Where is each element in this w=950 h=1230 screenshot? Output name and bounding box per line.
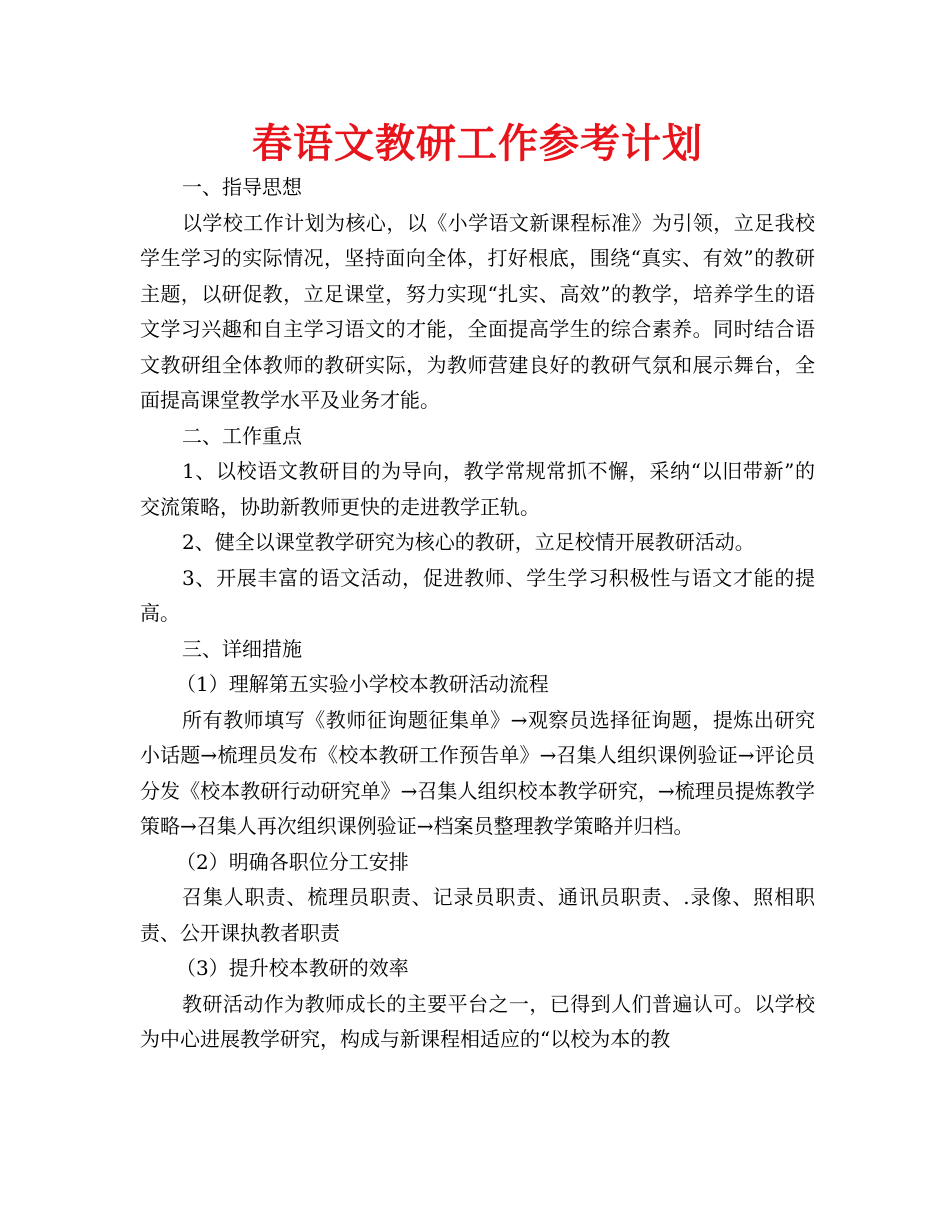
paragraph-focus-3: 3、开展丰富的语文活动，促进教师、学生学习积极性与语文才能的提高。 xyxy=(140,565,815,625)
paragraph-measure-2: 召集人职责、梳理员职责、记录员职责、通讯员职责、.录像、照相职责、公开课执教者职责 xyxy=(140,885,815,945)
paragraph-focus-2: 2、健全以课堂教学研究为核心的教研，立足校情开展教研活动。 xyxy=(182,530,755,554)
subheading-measure-2: （2）明确各职位分工安排 xyxy=(176,849,409,874)
paragraph-measure-1: 所有教师填写《教师征询题征集单》→观察员选择征询题，提炼出研究小话题→梳理员发布《校本教研工作预告单》→召集人组织课例验证→评论员分发《校本教研行动研究单》→召集人组织校本教学研究，→梳理员提炼教学策略→召集人再次组织课例验证→档案员整理教学策略并归档。 xyxy=(140,707,815,838)
section-heading-guiding-ideology: 一、指导思想 xyxy=(182,175,302,199)
paragraph-focus-1: 1、以校语文教研目的为导向，教学常规常抓不懈，采纳“以旧带新”的交流策略，协助新教师更快的走进教学正轨。 xyxy=(140,459,815,519)
paragraph-measure-3: 教研活动作为教师成长的主要平台之一，已得到人们普遍认可。以学校为中心进展教学研究，构成与新课程相适应的“以校为本的教 xyxy=(140,991,815,1051)
document-title: 春语文教研工作参考计划 xyxy=(252,120,703,167)
section-heading-measures: 三、详细措施 xyxy=(182,636,302,661)
section-heading-work-focus: 二、工作重点 xyxy=(182,423,302,448)
paragraph-guiding-ideology: 以学校工作计划为核心，以《小学语文新课程标准》为引领，立足我校学生学习的实际情况，坚持面向全体，打好根底，围绕“真实、有效”的教研主题，以研促教，立足课堂，努力实现“扎实、高效”的教学，培养学生的语文学习兴趣和自主学习语文的才能，全面提高学生的综合素养。同时结合语文教研组全体教师的教研实际，为教师营建良好的教研气氛和展示舞台，全面提高课堂教学水平及业务才能。 xyxy=(140,210,815,412)
subheading-measure-3: （3）提升校本教研的效率 xyxy=(176,956,409,980)
subheading-measure-1: （1）理解第五实验小学校本教研活动流程 xyxy=(176,672,549,696)
document-page xyxy=(140,118,815,1058)
